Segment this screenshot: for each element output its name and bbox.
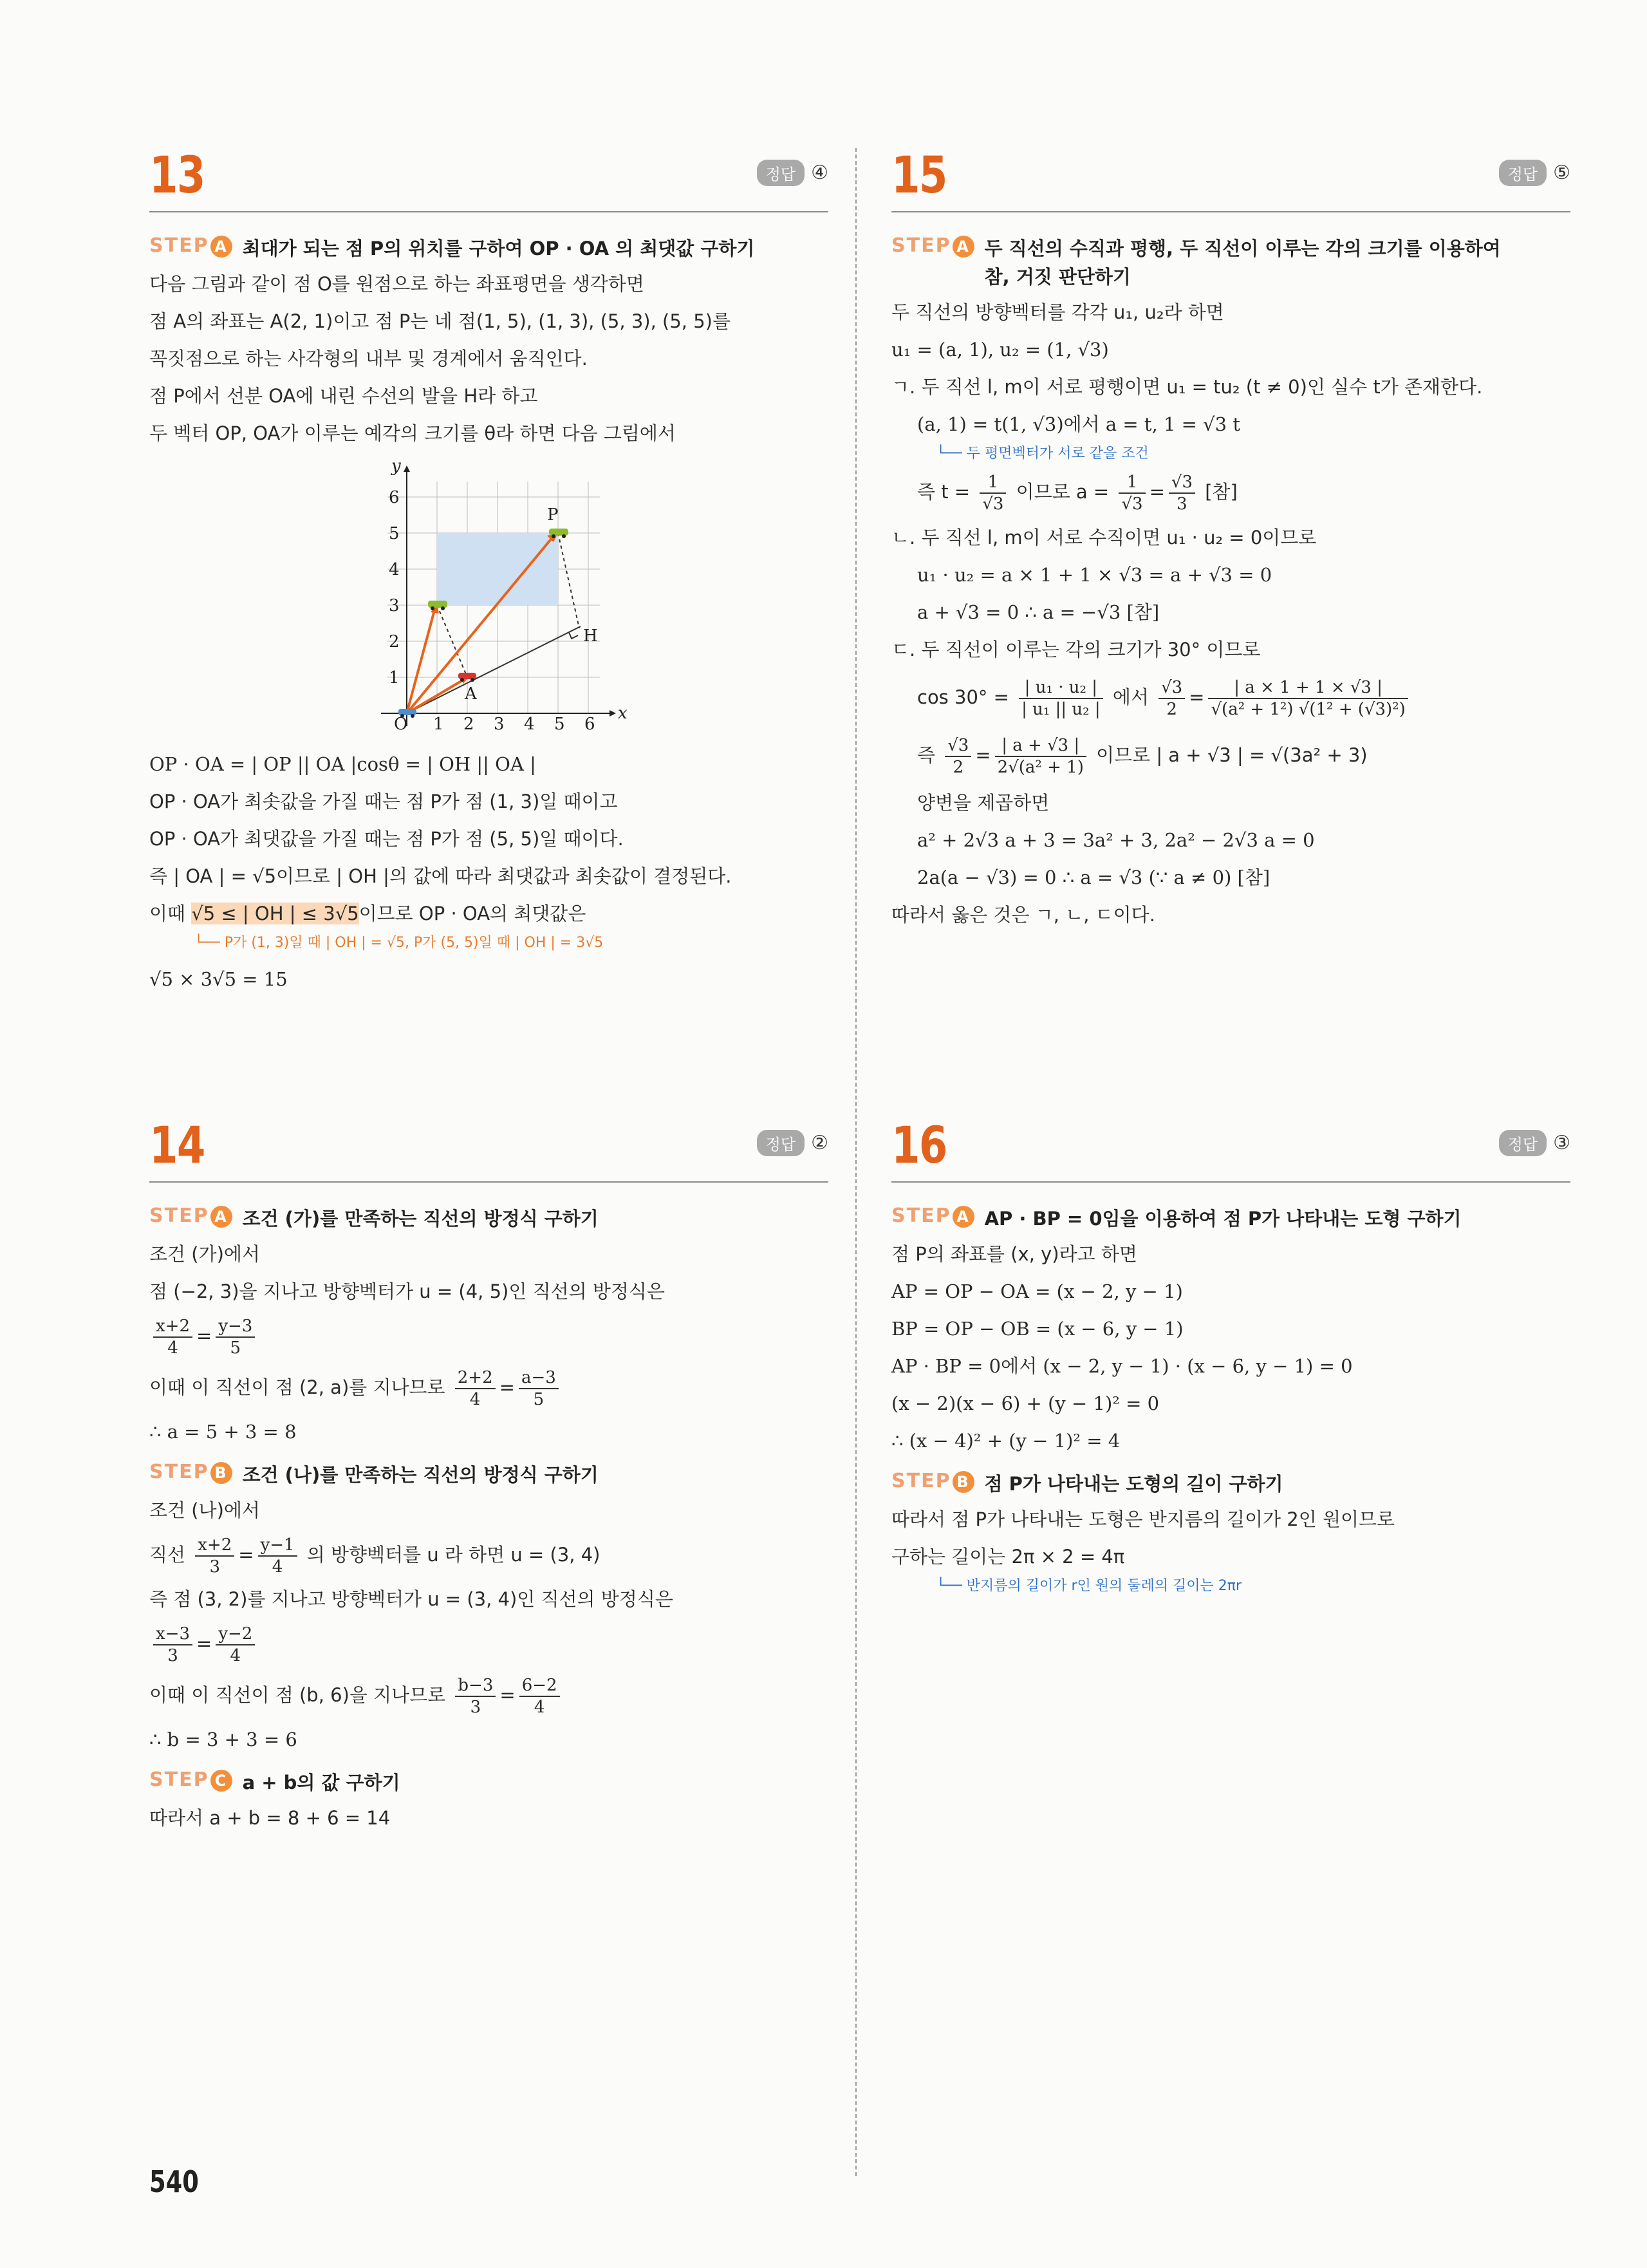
- answer-badge: 정답: [757, 160, 805, 186]
- step-a-heading: [149, 234, 828, 263]
- text-line: 두 벡터 OP, OA가 이루는 예각의 크기를 θ라 하면 다음 그림에서: [149, 422, 676, 444]
- math-line: u₁ = (a, 1), u₂ = (1, √3): [891, 339, 1109, 361]
- graph-svg: [368, 456, 638, 739]
- y-tick-label: 5: [389, 524, 400, 543]
- x-tick-label: 5: [554, 715, 565, 734]
- answer-value: ④: [811, 162, 828, 184]
- step-a-heading: [891, 234, 1570, 291]
- answer-box: [757, 1130, 828, 1156]
- header-rule: [149, 211, 828, 212]
- math-line: AP = OP − OA = (x − 2, y − 1): [891, 1280, 1183, 1302]
- text-line: 즉 점 (3, 2)를 지나고 방향벡터가 u = (3, 4)인 직선의 방정식은: [149, 1588, 673, 1610]
- y-tick-label: 6: [389, 488, 400, 507]
- text-line: 조건 (가)에서: [149, 1243, 260, 1265]
- text-line: 점 A의 좌표는 A(2, 1)이고 점 P는 네 점(1, 5), (1, 3), (5, 3), (5, 5)를: [149, 310, 730, 332]
- point-a-label: A: [465, 684, 477, 704]
- text-line: 점 P의 좌표를 (x, y)라고 하면: [891, 1243, 1137, 1265]
- math-line: AP · BP = 0에서 (x − 2, y − 1) · (x − 6, y − 1) = 0: [891, 1355, 1353, 1377]
- result-line: √5 × 3√5 = 15: [149, 968, 288, 990]
- text-line: 조건 (나)에서: [149, 1499, 260, 1521]
- step-title: 점 P가 나타내는 도형의 길이 구하기: [984, 1473, 1283, 1495]
- y-axis-label: y: [391, 456, 401, 476]
- text-line: 양변을 제곱하면: [917, 792, 1050, 814]
- coordinate-graph: [368, 456, 828, 742]
- annotation-note: └── P가 (1, 3)일 때 | OH | = √5, P가 (5, 5)일 때 | OH | = 3√5: [194, 935, 604, 951]
- step-word: STEP: [891, 1204, 951, 1227]
- math-line: 2a(a − √3) = 0 ∴ a = √3 (∵ a ≠ 0) [참]: [917, 867, 1270, 888]
- step-letter: A: [953, 1206, 974, 1228]
- origin-label: O: [394, 715, 408, 734]
- text-line: 두 직선의 방향벡터를 각각 u₁, u₂라 하면: [891, 301, 1224, 323]
- y-tick-label: 4: [389, 560, 400, 579]
- y-tick-label: 3: [389, 596, 400, 615]
- math-line: a² + 2√3 a + 3 = 3a² + 3, 2a² − 2√3 a = 0: [917, 829, 1315, 851]
- math-line: (x − 2)(x − 6) + (y − 1)² = 0: [891, 1392, 1160, 1414]
- text-line: ㄷ. 두 직선이 이루는 각의 크기가 30° 이므로: [891, 639, 1261, 661]
- step-a-heading: [149, 1204, 828, 1233]
- y-axis-arrow: [404, 465, 410, 472]
- math-line: BP = OP − OB = (x − 6, y − 1): [891, 1318, 1184, 1340]
- step-word: STEP: [891, 1470, 951, 1492]
- text-line: 다음 그림과 같이 점 O를 원점으로 하는 좌표평면을 생각하면: [149, 273, 644, 295]
- step-title: AP · BP = 0임을 이용하여 점 P가 나타내는 도형 구하기: [984, 1208, 1462, 1230]
- x-axis-arrow: [609, 710, 616, 717]
- step-word: STEP: [149, 234, 209, 257]
- text-line: OP · OA가 최댓값을 가질 때는 점 P가 점 (5, 5)일 때이다.: [149, 828, 624, 850]
- text-line: OP · OA가 최솟값을 가질 때는 점 P가 점 (1, 3)일 때이고: [149, 791, 618, 812]
- step-title: 조건 (가)를 만족하는 직선의 방정식 구하기: [242, 1208, 599, 1230]
- answer-badge: 정답: [757, 1130, 805, 1156]
- answer-value: ⑤: [1553, 162, 1570, 184]
- step-word: STEP: [149, 1204, 209, 1227]
- math-line: (a, 1) = t(1, √3)에서 a = t, 1 = √3 t: [917, 413, 1240, 435]
- answer-badge: 정답: [1499, 160, 1547, 186]
- x-tick-label: 6: [584, 715, 595, 734]
- x-tick-label: 4: [524, 715, 535, 734]
- math-line: u₁ · u₂ = a × 1 + 1 × √3 = a + √3 = 0: [917, 564, 1272, 586]
- text-line: 점 P에서 선분 OA에 내린 수선의 발을 H라 하고: [149, 385, 538, 407]
- point-p-label: P: [547, 505, 559, 525]
- step-letter: B: [953, 1471, 974, 1493]
- equation: cos 30° = $\frac{\text{| u₁ · u₂ |}}{\text{| u₁ || u₂ |}}$ 에서 $\frac{√3}{2}$ = $\frac{| a \times 1 + 1 \times √3 |}{\text{√(a² + 1²) √(1² + (√3)²)}}$: [891, 668, 1570, 726]
- right-angle-mark: [569, 632, 578, 639]
- text-line: 구하는 길이는 2π × 2 = 4π: [891, 1546, 1125, 1568]
- answer-badge: 정답: [1499, 1130, 1547, 1156]
- answer-box: [1499, 160, 1570, 186]
- step-letter: B: [210, 1462, 232, 1484]
- step-letter: A: [953, 236, 974, 258]
- annotation-note: └── 반지름의 길이가 r인 원의 둘레의 길이는 2πr: [936, 1578, 1242, 1594]
- step-b-heading: [149, 1461, 828, 1489]
- text-line: 이때 √5 ≤ | OH | ≤ 3√5이므로 OP · OA의 최댓값은: [149, 903, 586, 924]
- step-letter: A: [210, 236, 232, 258]
- header-rule: [891, 1181, 1570, 1183]
- result-line: 따라서 a + b = 8 + 6 = 14: [149, 1807, 391, 1829]
- result-line: ∴ b = 3 + 3 = 6: [149, 1729, 297, 1750]
- text-line: 즉 | OA | = √5이므로 | OH |의 값에 따라 최댓값과 최솟값이 결정된다.: [149, 865, 732, 887]
- math-line: a + √3 = 0 ∴ a = −√3 [참]: [917, 601, 1160, 623]
- equation: 즉 $\frac{√3}{2}$ = $\frac{| a + √3 |}{\text{2√(a² + 1)}}$ 이므로 | a + √3 | = √(3a² + 3): [917, 736, 1368, 777]
- text-line: 이때 이 직선이 점 (2, a)를 지나므로 $\frac{2+2}{4}$ = $\frac{a-3}{5}$: [149, 1362, 828, 1413]
- annotation-note: └── 두 평면벡터가 서로 같을 조건: [936, 445, 1149, 462]
- problem-number: 16: [891, 1117, 947, 1175]
- x-tick-label: 1: [433, 715, 444, 734]
- point-h-label: H: [583, 626, 598, 646]
- answer-value: ③: [1553, 1132, 1570, 1154]
- answer-box: [757, 160, 828, 186]
- text-line: 따라서 점 P가 나타내는 도형은 반지름의 길이가 2인 원이므로: [891, 1508, 1395, 1530]
- step-a-heading: [891, 1204, 1570, 1233]
- math-line: ∴ (x − 4)² + (y − 1)² = 4: [891, 1430, 1121, 1452]
- step-word: STEP: [891, 234, 951, 257]
- step-word: STEP: [149, 1768, 209, 1791]
- x-axis-label: x: [618, 704, 628, 723]
- x-tick-label: 3: [494, 715, 505, 734]
- equation: $\frac{x-3}{3}$ = $\frac{y-2}{4}$: [149, 1618, 828, 1669]
- math-line: OP · OA = | OP || OA |cosθ = | OH || OA |: [149, 753, 536, 775]
- car-icon: [549, 529, 568, 538]
- text-line: 직선 $\frac{x+2}{3}$ = $\frac{y-1}{4}$ 의 방향벡터를 u 라 하면 u = (3, 4): [149, 1535, 600, 1577]
- equation: $\frac{x+2}{4}$ = $\frac{y-3}{5}$: [149, 1310, 828, 1362]
- step-c-heading: [149, 1768, 828, 1797]
- problem-number: 13: [149, 147, 205, 205]
- step-title-cont: 참, 거짓 판단하기: [984, 266, 1131, 288]
- text-line: ㄴ. 두 직선 l, m이 서로 수직이면 u₁ · u₂ = 0이므로: [891, 527, 1317, 548]
- y-tick-label: 1: [389, 668, 400, 688]
- step-title: 두 직선의 수직과 평행, 두 직선이 이루는 각의 크기를 이용하여: [984, 238, 1501, 259]
- y-tick-label: 2: [389, 632, 400, 651]
- text-line: 즉 t = $\frac{1}{√3}$ 이므로 a = $\frac{1}{√3}$ = $\frac{√3}{3}$ [참]: [917, 473, 1238, 514]
- text-line: 이때 이 직선이 점 (b, 6)을 지나므로 $\frac{b-3}{3}$ = $\frac{6-2}{4}$: [149, 1669, 828, 1721]
- step-word: STEP: [149, 1461, 209, 1483]
- text-line: ㄱ. 두 직선 l, m이 서로 평행이면 u₁ = tu₂ (t ≠ 0)인 실수 t가 존재한다.: [891, 376, 1483, 398]
- text-line: 점 (−2, 3)을 지나고 방향벡터가 u = (4, 5)인 직선의 방정식은: [149, 1280, 665, 1302]
- line-oa-extension: [407, 626, 581, 713]
- result-line: ∴ a = 5 + 3 = 8: [149, 1421, 297, 1443]
- perpendicular-line: [558, 533, 579, 628]
- header-rule: [149, 1181, 828, 1183]
- step-letter: C: [210, 1770, 232, 1792]
- region-rectangle: [437, 533, 558, 605]
- page-number: 540: [149, 2164, 199, 2199]
- step-b-heading: [891, 1470, 1570, 1498]
- x-tick-label: 2: [463, 715, 474, 734]
- text-line: 꼭짓점으로 하는 사각형의 내부 및 경계에서 움직인다.: [149, 348, 588, 370]
- problem-number: 14: [149, 1117, 205, 1175]
- step-title: 조건 (나)를 만족하는 직선의 방정식 구하기: [242, 1464, 599, 1486]
- step-letter: A: [210, 1206, 232, 1228]
- conclusion-line: 따라서 옳은 것은 ㄱ, ㄴ, ㄷ이다.: [891, 904, 1155, 926]
- step-title: a + b의 값 구하기: [242, 1772, 400, 1794]
- answer-value: ②: [811, 1132, 828, 1154]
- header-rule: [891, 211, 1570, 212]
- column-divider: [855, 148, 857, 2176]
- answer-box: [1499, 1130, 1570, 1156]
- highlighted-inequality: √5 ≤ | OH | ≤ 3√5: [191, 903, 359, 924]
- problem-number: 15: [891, 147, 947, 205]
- step-title: 최대가 되는 점 P의 위치를 구하여 OP · OA 의 최댓값 구하기: [242, 238, 755, 259]
